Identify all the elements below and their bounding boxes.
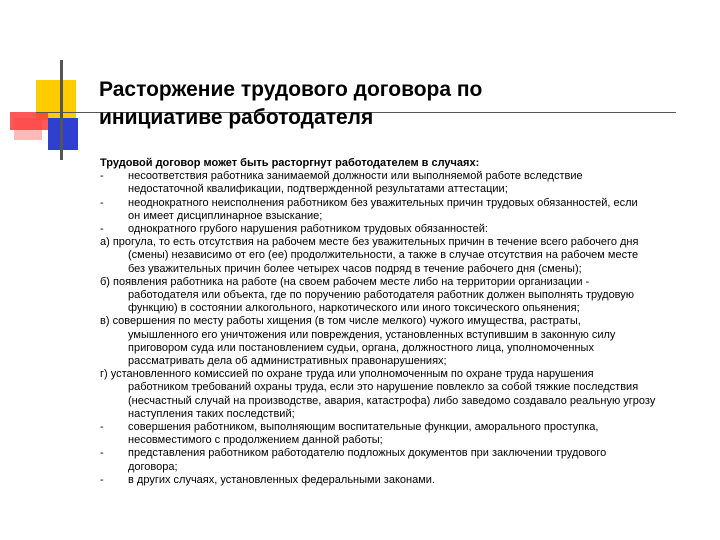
- text-line: представления работником работодателю подложных документов при заключении трудового: [128, 447, 607, 460]
- text-line: совершения работником, выполняющим воспитательные функции, аморального проступка,: [128, 421, 599, 434]
- dash-marker: -: [100, 447, 104, 460]
- text-line: работником требований охраны труда, если это нарушение повлекло за собой тяжкие последствия: [128, 381, 639, 394]
- text-line: г) установленного комиссией по охране труда или уполномоченным по охране труда нарушения: [100, 368, 594, 381]
- title-line-2: инициативе работодателя: [99, 106, 374, 129]
- text-line: приговором суда или постановлением судьи, органа, должностного лица, уполномоченных: [128, 341, 594, 354]
- text-line: функцию) в состоянии алкогольного, наркотического или иного токсического опьянения;: [128, 302, 580, 315]
- intro-line: Трудовой договор может быть расторгнут работодателем в случаях:: [100, 157, 480, 169]
- bullet-line: [100, 223, 690, 236]
- text-line: (несчастный случай на производстве, авария, катастрофа) либо заведомо создавало реальную угрозу: [128, 394, 656, 407]
- decor-red-square: [10, 112, 48, 130]
- text-line: работодателя или объекта, где по поручению работодателя работник должен выполнять трудовую: [128, 289, 635, 302]
- decor-vertical-line: [60, 60, 63, 160]
- text-line: однократного грубого нарушения работником трудовых обязанностей:: [128, 223, 488, 236]
- text-line: несоответствия работника занимаемой должности или выполняемой работе вследствие: [128, 170, 583, 183]
- text-line: умышленного его уничтожения или повреждения, установленных вступившим в законную силу: [128, 328, 616, 341]
- text-line: он имеет дисциплинарное взыскание;: [128, 209, 323, 222]
- text-line: недостаточной квалификации, подтвержденной результатами аттестации;: [128, 183, 508, 196]
- dash-marker: -: [100, 170, 104, 183]
- dash-marker: -: [100, 223, 104, 236]
- bullet-line: [100, 197, 690, 210]
- slide-title: [99, 76, 679, 132]
- text-line: без уважительных причин более четырех часов подряд в течение рабочего дня (смены);: [128, 262, 582, 275]
- slide-body: [100, 157, 690, 487]
- dash-marker: -: [100, 196, 104, 209]
- text-line: рассматривать дела об административных правонарушениях;: [128, 355, 447, 368]
- title-line-1: Расторжение трудового договора по: [99, 78, 483, 101]
- text-line: в) совершения по месту работы хищения (в том числе мелкого) чужого имущества, растраты,: [100, 315, 581, 328]
- text-line: б) появления работника на работе (на своем рабочем месте либо на территории организации -: [100, 275, 590, 288]
- text-line: неоднократного неисполнения работником без уважительных причин трудовых обязанностей, если: [128, 196, 638, 209]
- text-line: наступления таких последствий;: [128, 407, 295, 420]
- text-line: в других случаях, установленных федеральными законами.: [128, 473, 435, 486]
- dash-marker: -: [100, 473, 104, 486]
- bullet-line: [100, 170, 690, 183]
- text-line: а) прогула, то есть отсутствия на рабочем месте без уважительных причин в течение всего рабочего дня: [100, 236, 639, 249]
- bullet-line: [100, 421, 690, 434]
- text-line: несовместимого с продолжением данной работы;: [128, 434, 383, 447]
- bullet-line: [100, 474, 690, 487]
- decor-blue-square: [48, 118, 78, 150]
- text-line: договора;: [128, 460, 178, 473]
- text-line: (смены) независимо от его (ее) продолжительности, а также в случае отсутствия на рабочем месте: [128, 249, 639, 262]
- bullet-line: [100, 447, 690, 460]
- dash-marker: -: [100, 421, 104, 434]
